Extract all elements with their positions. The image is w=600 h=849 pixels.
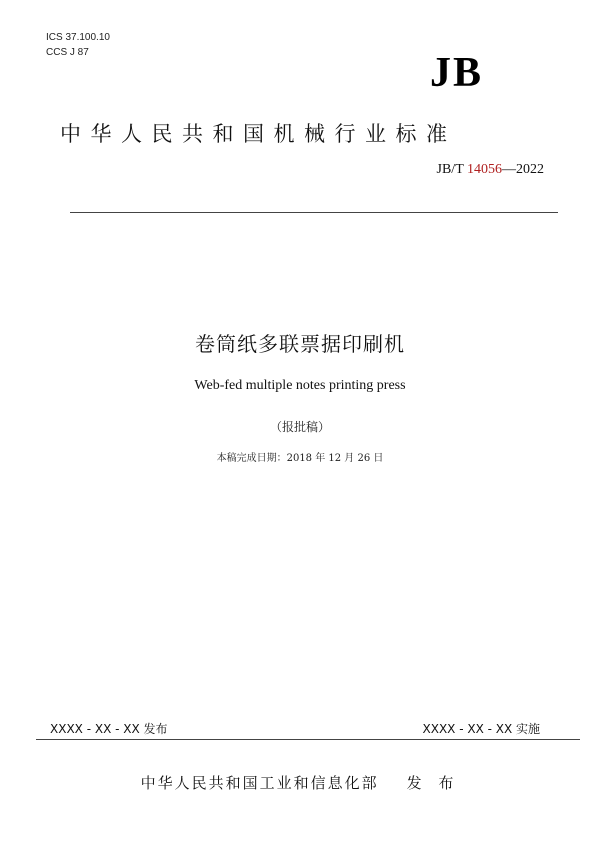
publisher xyxy=(0,772,600,793)
publisher-name: 中华人民共和国工业和信息化部 xyxy=(140,774,379,792)
draft-status: （报批稿） xyxy=(269,420,330,434)
ccs-code: CCS J 87 xyxy=(46,47,89,58)
title-chinese: 卷筒纸多联票据印刷机 xyxy=(195,332,405,356)
organization-title: 中华人民共和国机械行业标准 xyxy=(60,122,457,146)
bottom-divider xyxy=(36,739,580,740)
jb-logo: JB xyxy=(430,50,484,96)
issue-date: XXXX - XX - XX 发布 xyxy=(50,722,168,736)
publisher-suffix: 发 布 xyxy=(406,774,460,792)
completion-date: 本稿完成日期：2018 年 12 月 26 日 xyxy=(216,453,384,464)
ics-code: ICS 37.100.10 xyxy=(46,32,110,43)
top-divider xyxy=(70,212,558,213)
implementation-date: XXXX - XX - XX 实施 xyxy=(422,722,540,736)
classification-codes xyxy=(46,30,110,60)
standard-year: —2022 xyxy=(502,162,544,177)
title-english: Web-fed multiple notes printing press xyxy=(194,378,406,393)
standard-number-value: 14056 xyxy=(467,162,502,177)
standard-prefix: JB/T xyxy=(436,162,467,177)
standard-number xyxy=(437,162,544,178)
